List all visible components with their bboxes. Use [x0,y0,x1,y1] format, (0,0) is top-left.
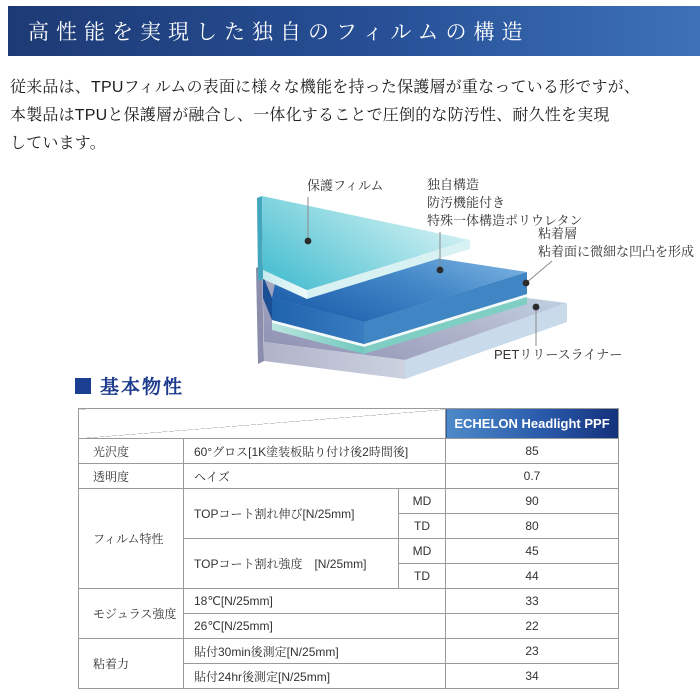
section-banner [8,6,700,56]
leader-dot-pet-liner [533,304,540,311]
intro-line-1: 従来品は、TPUフィルムの表面に様々な機能を持った保護層が重なっている形ですが、 [10,79,641,96]
banner-title: 高性能を実現した独自のフィルムの構造 [28,20,530,44]
leader-dot-unique-structure [437,267,444,274]
label-protective-film: 保護フィルム [307,178,384,193]
cell-direction: MD [399,539,446,564]
table-row [79,589,619,614]
intro-line-3: しています。 [10,135,106,152]
cell-value: 44 [446,564,619,589]
cell-description: 60°グロス[1K塗装板貼り付け後2時間後] [184,439,446,464]
cell-description: TOPコート割れ伸び[N/25mm] [184,489,399,539]
label-adhesive-2: 粘着面に微細な凹凸を形成 [538,244,695,259]
leader-dot-adhesive [523,280,530,287]
section-title-text: 基本物性 [100,377,185,398]
table-header-row [79,409,619,439]
cell-value: 0.7 [446,464,619,489]
cell-value: 23 [446,639,619,664]
cell-description: ヘイズ [184,464,446,489]
cell-description: 18℃[N/25mm] [184,589,446,614]
cell-category: フィルム特性 [79,489,184,589]
leader-dot-protective-film [305,238,312,245]
product-header-cell: ECHELON Headlight PPF [446,409,619,439]
cell-value: 45 [446,539,619,564]
section-title [75,372,184,399]
cell-value: 34 [446,664,619,689]
cell-value: 90 [446,489,619,514]
label-unique-structure-2: 防汚機能付き [427,195,506,210]
cell-description: 貼付30min後測定[N/25mm] [184,639,446,664]
cell-category: 光沢度 [79,439,184,464]
cell-direction: TD [399,514,446,539]
cell-description: 貼付24hr後測定[N/25mm] [184,664,446,689]
section-square-icon [75,378,91,394]
protective-film-left-face [257,196,263,281]
cell-description: TOPコート割れ強度 [N/25mm] [184,539,399,589]
label-pet-liner: PETリリースライナー [494,347,623,362]
cell-direction: MD [399,489,446,514]
table-row [79,439,619,464]
leader-line-adhesive [526,261,552,283]
cell-value: 22 [446,614,619,639]
label-adhesive-1: 粘着層 [538,226,578,241]
table-row [79,489,619,514]
table-row [79,464,619,489]
basic-properties-table [78,408,619,689]
label-unique-structure-1: 独自構造 [427,177,480,192]
label-unique-structure-3: 特殊一体構造ポリウレタン [427,213,583,228]
intro-line-2: 本製品はTPUと保護層が融合し、一体化することで圧倒的な防汚性、耐久性を実現 [10,107,610,124]
cell-description: 26℃[N/25mm] [184,614,446,639]
diagonal-header-cell [79,409,446,439]
cell-category: 透明度 [79,464,184,489]
cell-category: モジュラス強度 [79,589,184,639]
cell-direction: TD [399,564,446,589]
cell-value: 33 [446,589,619,614]
intro-paragraph [10,74,698,158]
cell-value: 85 [446,439,619,464]
table-row [79,639,619,664]
cell-category: 粘着力 [79,639,184,689]
cell-value: 80 [446,514,619,539]
film-structure-diagram [0,170,700,385]
